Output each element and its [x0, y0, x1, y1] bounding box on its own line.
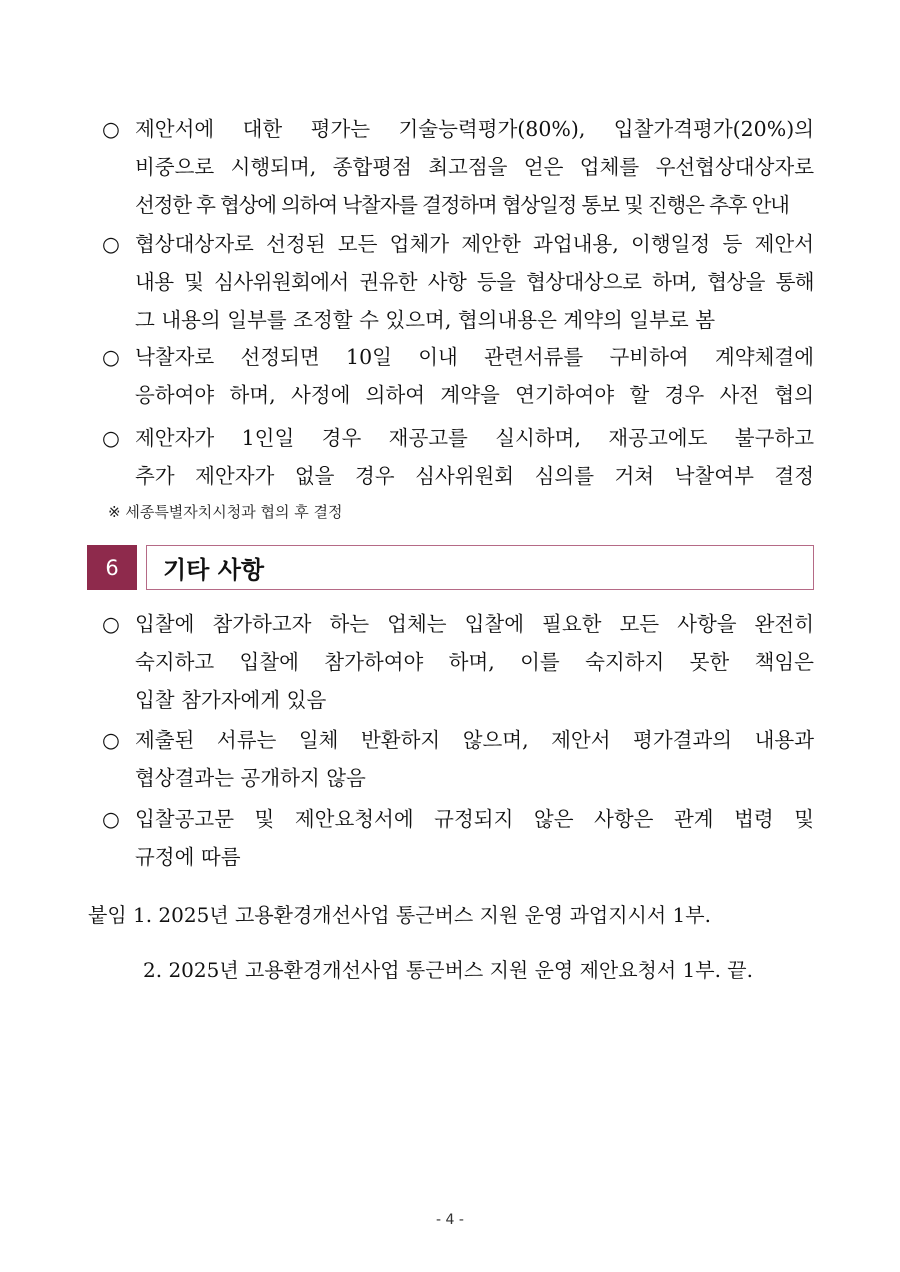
bullet-documents — [102, 721, 814, 797]
bullet-line: 응하여야 하며, 사정에 의하여 계약을 연기하여야 할 경우 사전 협의 — [135, 383, 814, 407]
circle-bullet-icon: ○ — [102, 426, 120, 450]
circle-bullet-icon: ○ — [102, 807, 120, 831]
bullet-line: 선정한 후 협상에 의하여 낙찰자를 결정하며 협상일정 통보 및 진행은 추후 안내 — [135, 193, 789, 217]
bullet-line: 제안서에 대한 평가는 기술능력평가(80%), 입찰가격평가(20%)의 — [135, 117, 814, 141]
circle-bullet-icon: ○ — [102, 728, 120, 752]
bullet-contract — [102, 338, 814, 414]
attachment-line-1: 붙임 1. 2025년 고용환경개선사업 통근버스 지원 운영 과업지시서 1부. — [88, 903, 711, 927]
bullet-line: 비중으로 시행되며, 종합평점 최고점을 얻은 업체를 우선협상대상자로 — [135, 155, 814, 179]
bullet-line: 그 내용의 일부를 조정할 수 있으며, 협의내용은 계약의 일부로 봄 — [135, 308, 716, 332]
bullet-regulations — [102, 800, 814, 876]
circle-bullet-icon: ○ — [102, 232, 120, 256]
section-header — [146, 545, 814, 590]
bullet-line: 입찰 참가자에게 있음 — [135, 688, 327, 712]
page-number: - 4 - — [436, 1212, 464, 1228]
bullet-evaluation — [102, 110, 814, 224]
bullet-negotiation — [102, 225, 814, 339]
note-text: ※ 세종특별자치시청과 협의 후 결정 — [108, 503, 343, 521]
bullet-line: 입찰공고문 및 제안요청서에 규정되지 않은 사항은 관계 법령 및 — [135, 807, 814, 831]
bullet-line: 입찰에 참가하고자 하는 업체는 입찰에 필요한 모든 사항을 완전히 — [135, 612, 814, 636]
bullet-line: 내용 및 심사위원회에서 권유한 사항 등을 협상대상으로 하며, 협상을 통해 — [135, 270, 814, 294]
bullet-bidder-duty — [102, 605, 814, 719]
bullet-line: 협상대상자로 선정된 모든 업체가 제안한 과업내용, 이행일정 등 제안서 — [135, 232, 814, 256]
bullet-line: 협상결과는 공개하지 않음 — [135, 766, 366, 790]
circle-bullet-icon: ○ — [102, 612, 120, 636]
attachment-line-2: 2. 2025년 고용환경개선사업 통근버스 지원 운영 제안요청서 1부. 끝. — [143, 958, 753, 982]
bullet-line: 제안자가 1인일 경우 재공고를 실시하며, 재공고에도 불구하고 — [135, 426, 814, 450]
bullet-re-announcement — [102, 419, 814, 495]
bullet-line: 낙찰자로 선정되면 10일 이내 관련서류를 구비하여 계약체결에 — [135, 345, 814, 369]
section-title: 기타 사항 — [163, 556, 265, 584]
section-number-badge: 6 — [87, 545, 137, 590]
circle-bullet-icon: ○ — [102, 345, 120, 369]
circle-bullet-icon: ○ — [102, 117, 120, 141]
bullet-line: 숙지하고 입찰에 참가하여야 하며, 이를 숙지하지 못한 책임은 — [135, 650, 814, 674]
bullet-line: 규정에 따름 — [135, 845, 241, 869]
bullet-line: 추가 제안자가 없을 경우 심사위원회 심의를 거쳐 낙찰여부 결정 — [135, 464, 814, 488]
bullet-line: 제출된 서류는 일체 반환하지 않으며, 제안서 평가결과의 내용과 — [135, 728, 814, 752]
